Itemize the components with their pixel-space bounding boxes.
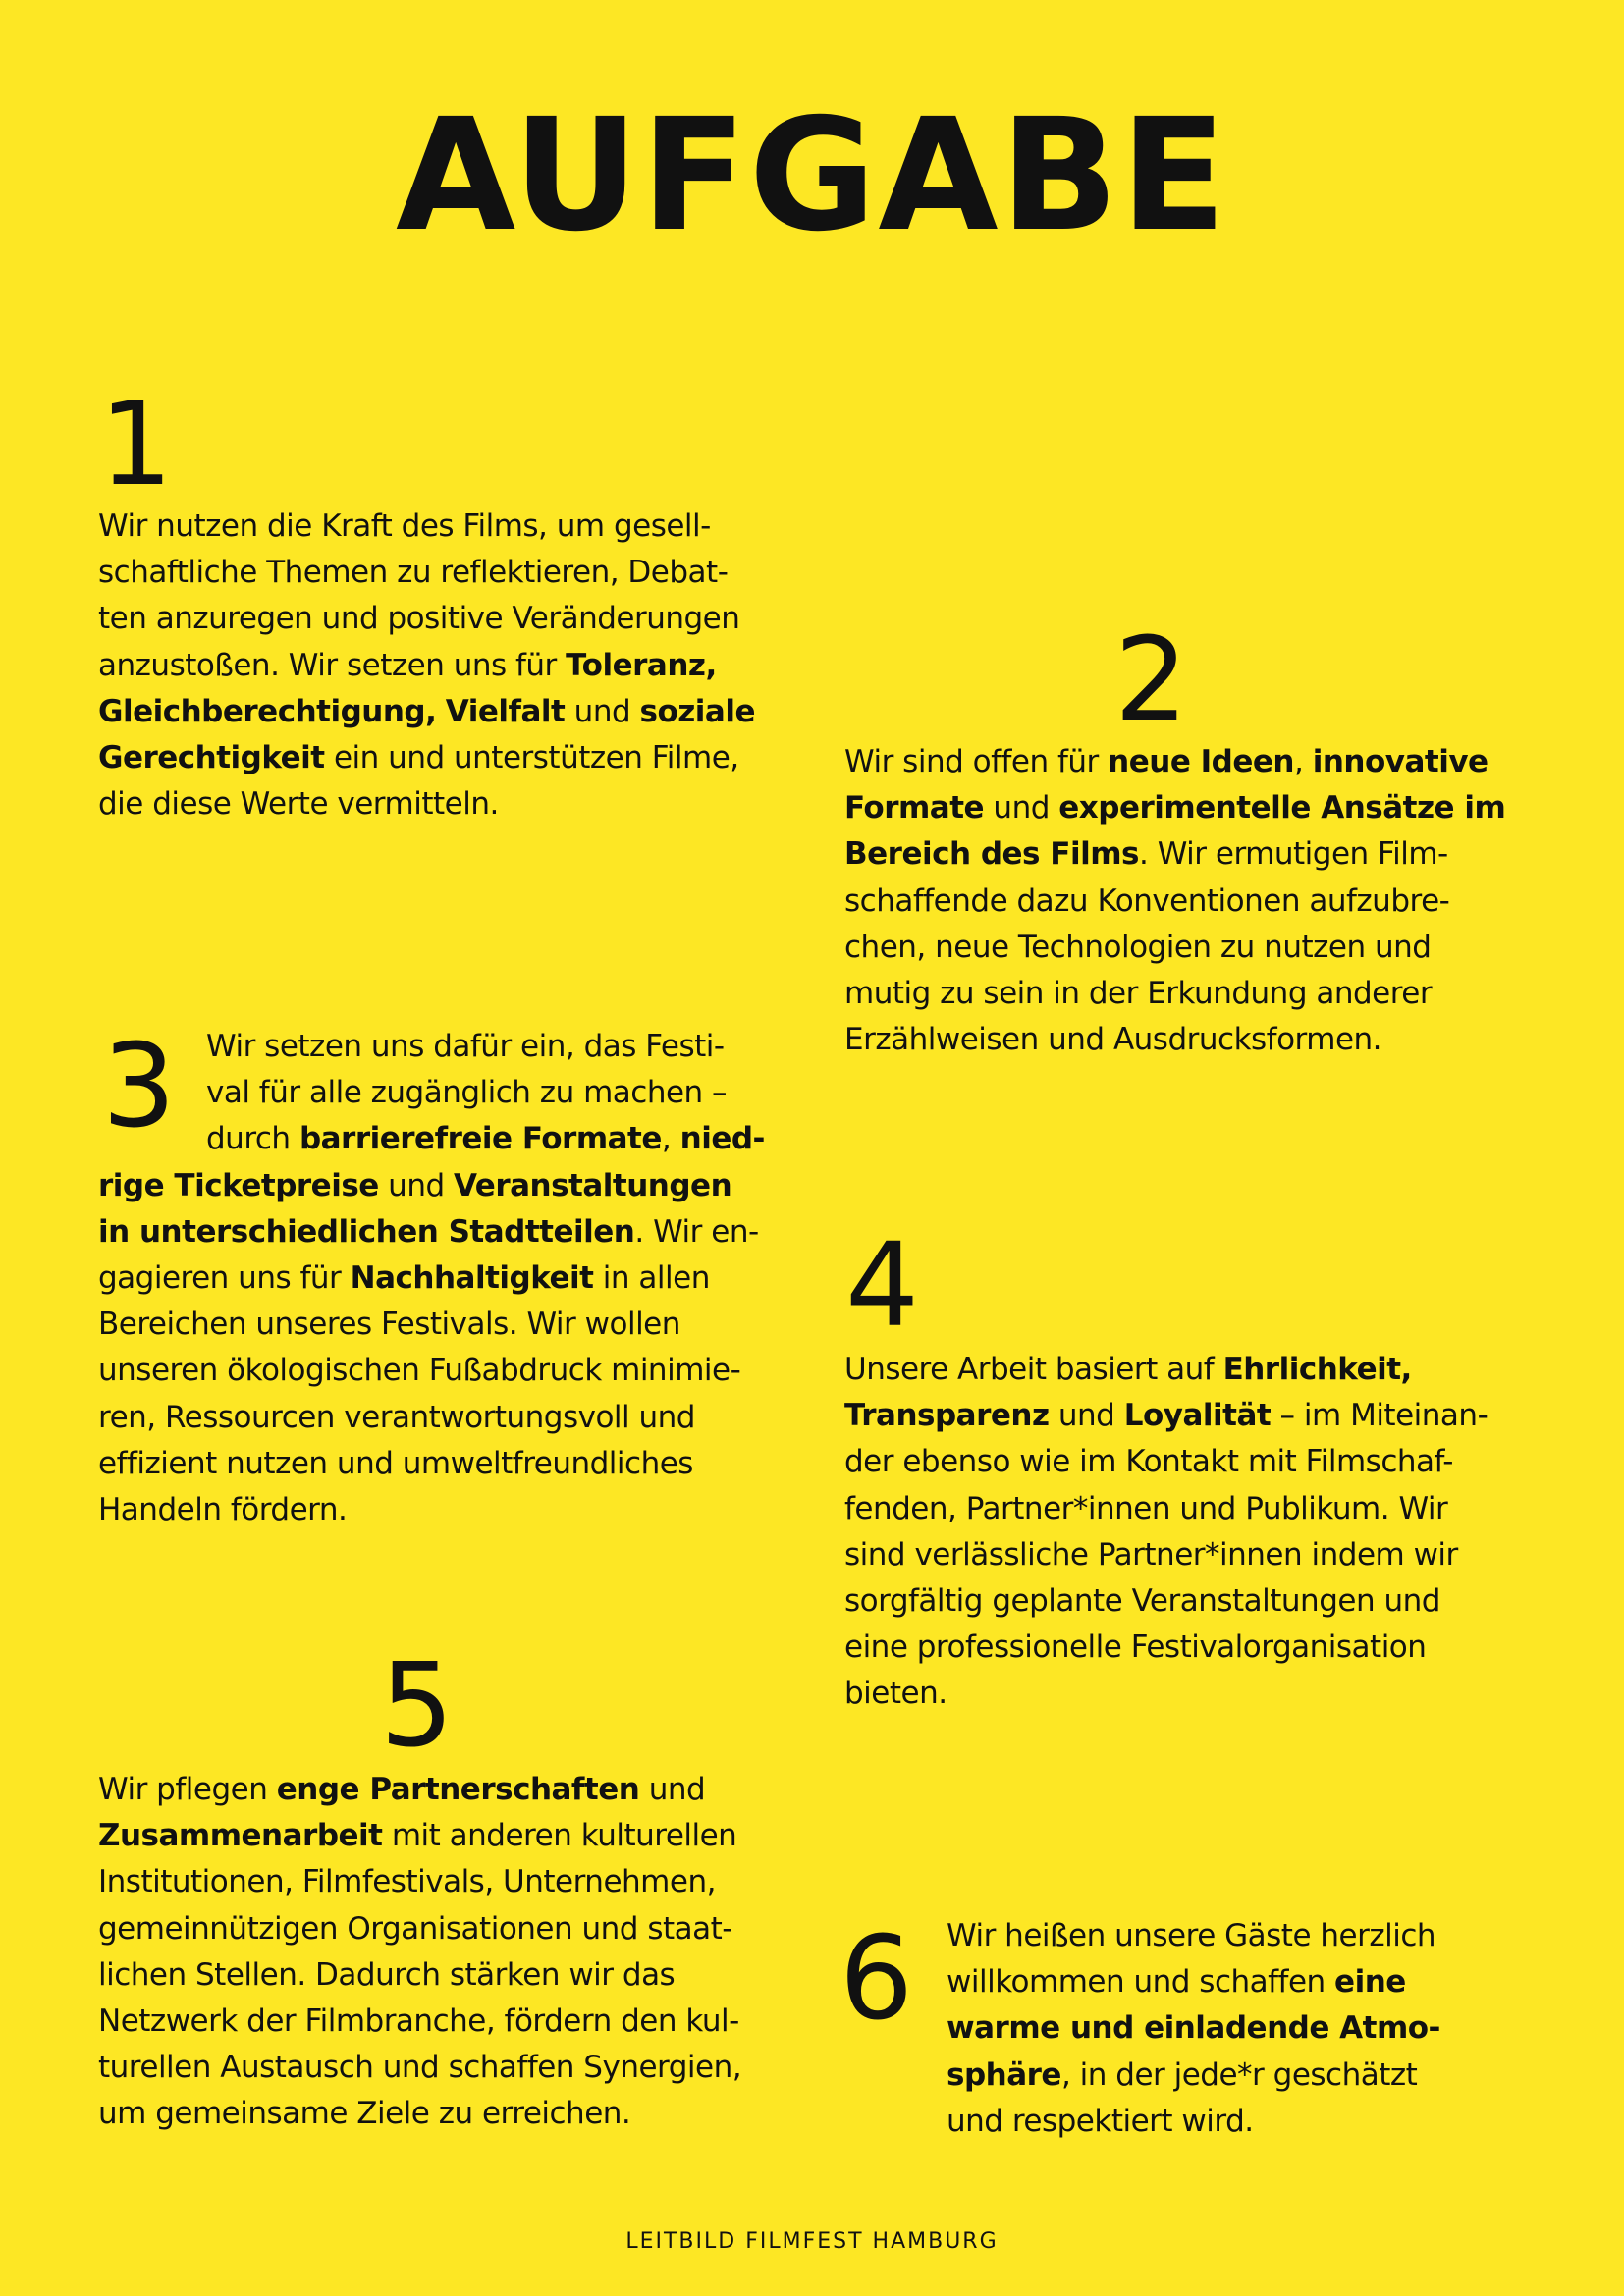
text-segment: durch	[206, 1121, 299, 1157]
text-line	[844, 1532, 1512, 1578]
text-line	[98, 1999, 766, 2045]
text-segment: mit anderen kulturellen	[382, 1818, 737, 1854]
text-segment: Wir pflegen	[98, 1772, 277, 1807]
text-line	[98, 504, 756, 550]
text-line	[98, 1441, 766, 1487]
text-segment: Wir sind offen für	[844, 744, 1109, 779]
text-line	[947, 1913, 1536, 1959]
bold-text: Gleichberechtigung,	[98, 693, 437, 729]
text-segment: chen, neue Technologien zu nutzen und	[844, 929, 1432, 965]
text-line	[844, 1017, 1492, 1063]
text-line	[98, 1116, 766, 1162]
bold-text: Nachhaltigkeit	[350, 1260, 594, 1297]
bold-text: Formate	[844, 790, 985, 827]
text-line	[844, 879, 1492, 925]
text-segment: ren, Ressourcen verantwortungsvoll und	[98, 1399, 695, 1435]
text-segment: ,	[661, 1121, 680, 1157]
section-number-3: 3	[102, 1018, 177, 1153]
bold-text: Vielfalt	[445, 693, 566, 729]
text-segment: gemeinnützigen Organisationen und staat-	[98, 1910, 732, 1947]
section-text-1	[98, 504, 756, 828]
text-segment: effizient nutzen und umweltfreundliches	[98, 1445, 693, 1481]
text-segment: lichen Stellen. Dadurch stärken wir das	[98, 1956, 676, 1993]
text-line	[98, 1348, 766, 1394]
section-number-2: 2	[1114, 612, 1189, 747]
bold-text: Gerechtigkeit	[98, 740, 325, 776]
text-line	[844, 1578, 1512, 1625]
text-segment: schaftliche Themen zu reflektieren, Debat-	[98, 555, 729, 591]
text-line	[98, 735, 756, 781]
text-line	[98, 1813, 766, 1859]
text-segment: turellen Austausch und schaffen Synergien,	[98, 2050, 742, 2086]
bold-text: Bereich des Films	[844, 836, 1139, 873]
bold-text: Loyalität	[1123, 1398, 1272, 1434]
bold-text: nied-	[679, 1121, 765, 1157]
bold-text: eine	[1334, 1964, 1406, 2001]
text-segment: Bereichen unseres Festivals. Wir wollen	[98, 1307, 680, 1343]
text-line	[844, 739, 1492, 785]
text-segment: und respektiert wird.	[947, 2103, 1254, 2139]
text-line	[98, 1302, 766, 1348]
text-line	[98, 781, 756, 828]
text-segment: eine professionelle Festivalorganisation	[844, 1629, 1427, 1666]
text-line	[98, 2091, 766, 2137]
bold-text: experimentelle Ansätze im	[1058, 790, 1506, 827]
bold-text: Toleranz,	[566, 647, 717, 683]
text-segment: . Wir ermutigen Film-	[1138, 836, 1448, 873]
text-segment: die diese Werte vermitteln.	[98, 786, 499, 823]
text-line	[844, 1347, 1512, 1393]
section-text-2	[844, 739, 1506, 1063]
text-line	[947, 2005, 1536, 2052]
text-line	[947, 2053, 1536, 2099]
section-number-4: 4	[845, 1217, 920, 1353]
text-segment: ten anzuregen und positive Veränderungen	[98, 601, 740, 637]
footer-label: LEITBILD FILMFEST HAMBURG	[625, 2229, 999, 2254]
text-segment: Erzählweisen und Ausdrucksformen.	[844, 1022, 1382, 1058]
text-segment: ,	[1293, 744, 1313, 779]
text-segment: ein und unterstützen Filme,	[324, 740, 739, 776]
text-segment: Unsere Arbeit basiert auf	[844, 1352, 1223, 1387]
text-segment: Wir setzen uns dafür ein, das Festi-	[206, 1029, 725, 1064]
text-line	[98, 1906, 766, 1952]
text-segment: – im Miteinan-	[1271, 1398, 1489, 1434]
bold-text: neue Ideen	[1108, 744, 1294, 779]
text-line	[98, 1163, 766, 1209]
text-line	[947, 2099, 1536, 2145]
text-segment: in allen	[593, 1260, 710, 1297]
text-line	[844, 785, 1506, 831]
bold-text: Transparenz	[844, 1398, 1050, 1434]
text-segment: Institutionen, Filmfestivals, Unternehmen,	[98, 1864, 716, 1900]
text-segment	[436, 694, 445, 729]
text-segment: mutig zu sein in der Erkundung anderer	[844, 976, 1433, 1012]
text-line	[844, 1439, 1512, 1485]
section-text-3	[98, 1018, 766, 1533]
text-line	[98, 2045, 766, 2091]
bold-text: barrierefreie Formate	[298, 1121, 662, 1157]
text-line	[844, 831, 1492, 878]
text-segment: val für alle zugänglich zu machen –	[206, 1075, 728, 1111]
text-line	[98, 550, 756, 596]
text-segment: willkommen und schaffen	[947, 1964, 1335, 2001]
text-line	[844, 971, 1492, 1017]
text-segment: . Wir en-	[634, 1213, 759, 1250]
text-segment: sind verlässliche Partner*innen indem wir	[844, 1536, 1458, 1573]
text-line	[98, 596, 756, 642]
text-segment: der ebenso wie im Kontakt mit Filmschaf-	[844, 1444, 1453, 1480]
section-text-4	[844, 1347, 1512, 1718]
text-line	[844, 1625, 1512, 1671]
text-segment: bieten.	[844, 1676, 947, 1712]
text-segment: , in der jede*r geschätzt	[1060, 2056, 1418, 2093]
section-number-1: 1	[99, 376, 174, 511]
text-segment: und	[378, 1167, 454, 1203]
text-line	[98, 1209, 766, 1255]
text-segment: unseren ökologischen Fußabdruck minimie-	[98, 1353, 741, 1389]
text-line	[98, 1024, 766, 1070]
text-segment: und	[565, 693, 640, 729]
text-line	[844, 1671, 1512, 1717]
text-segment: gagieren uns für	[98, 1260, 351, 1297]
text-line	[844, 925, 1492, 971]
bold-text: innovative	[1312, 744, 1489, 779]
bold-text: Ehrlichkeit,	[1222, 1352, 1412, 1387]
bold-text: warme und einladende Atmo-	[947, 2010, 1440, 2047]
text-segment: Handeln fördern.	[98, 1492, 348, 1528]
text-segment: schaffende dazu Konventionen aufzubre-	[844, 882, 1450, 919]
bold-text: soziale	[639, 693, 756, 729]
bold-text: Veranstaltungen	[454, 1167, 732, 1203]
text-segment: Netzwerk der Filmbranche, fördern den kul-	[98, 2003, 739, 2040]
text-line	[98, 1395, 766, 1441]
text-line	[947, 1959, 1536, 2005]
bold-text: Zusammenarbeit	[98, 1818, 383, 1854]
section-text-6	[947, 1913, 1536, 2145]
text-segment: Wir heißen unsere Gäste herzlich	[947, 1918, 1436, 1953]
text-segment: anzustoßen. Wir setzen uns für	[98, 647, 567, 683]
text-line	[98, 1487, 766, 1533]
text-line	[98, 1952, 766, 1999]
text-segment: sorgfältig geplante Veranstaltungen und	[844, 1583, 1440, 1620]
bold-text: in unterschiedlichen Stadtteilen	[98, 1213, 635, 1250]
text-line	[98, 643, 756, 689]
bold-text: rige Ticketpreise	[98, 1167, 379, 1203]
text-line	[98, 1070, 766, 1116]
text-segment: und	[1049, 1398, 1124, 1434]
text-segment: fenden, Partner*innen und Publikum. Wir	[844, 1490, 1448, 1526]
bold-text: enge Partnerschaften	[276, 1772, 640, 1807]
section-number-5: 5	[380, 1637, 455, 1773]
section-text-5	[98, 1767, 766, 2138]
text-line	[98, 1767, 766, 1813]
text-segment: um gemeinsame Ziele zu erreichen.	[98, 2096, 631, 2132]
text-line	[844, 1486, 1512, 1532]
text-line	[98, 1859, 766, 1905]
bold-text: sphäre	[947, 2056, 1061, 2093]
text-segment: und	[639, 1772, 706, 1807]
text-segment: und	[984, 790, 1059, 827]
text-line	[844, 1393, 1512, 1439]
text-segment: Wir nutzen die Kraft des Films, um gesell-	[98, 508, 711, 544]
section-number-6: 6	[839, 1910, 914, 2046]
text-line	[98, 689, 756, 735]
text-line	[98, 1255, 766, 1302]
page-title: AUFGABE	[396, 85, 1228, 266]
